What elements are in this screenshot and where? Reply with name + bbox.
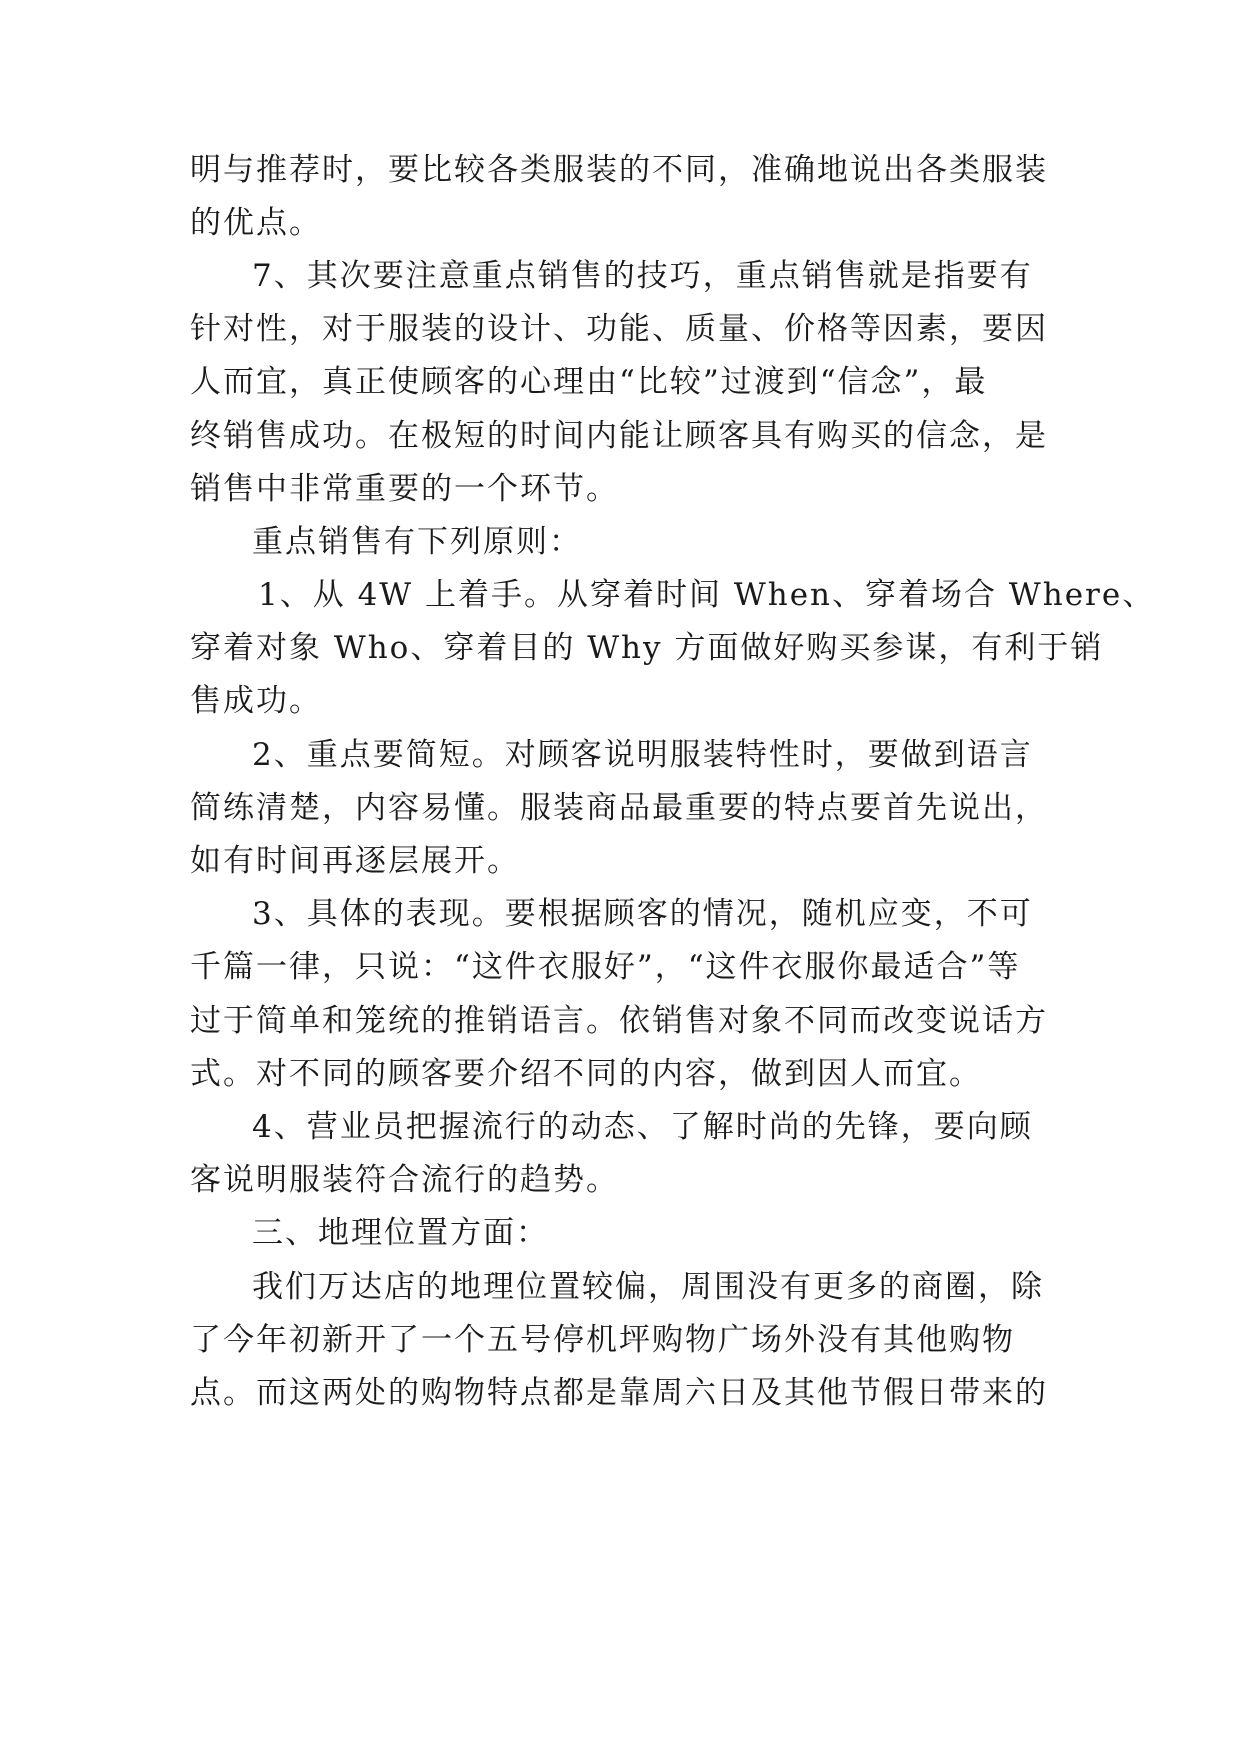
text-line: 了今年初新开了一个五号停机坪购物广场外没有其他购物 [190, 1322, 1015, 1358]
text-line: 客说明服装符合流行的趋势。 [190, 1162, 619, 1198]
text-line: 3、具体的表现。要根据顾客的情况，随机应变，不可 [252, 896, 1033, 932]
text-line: 针对性，对于服装的设计、功能、质量、价格等因素，要因 [190, 311, 1048, 347]
text-line: 千篇一律，只说：“这件衣服好”，“这件衣服你最适合”等 [190, 949, 1021, 985]
text-line: 销售中非常重要的一个环节。 [190, 471, 619, 507]
text-line: 点。而这两处的购物特点都是靠周六日及其他节假日带来的 [190, 1375, 1048, 1411]
text-line: 简练清楚，内容易懂。服装商品最重要的特点要首先说出， [190, 790, 1048, 826]
text-line: 我们万达店的地理位置较偏，周围没有更多的商圈，除 [252, 1269, 1044, 1305]
text-line: 人而宜，真正使顾客的心理由“比较”过渡到“信念”，最 [190, 364, 988, 400]
text-line: 终销售成功。在极短的时间内能让顾客具有购买的信念，是 [190, 418, 1048, 454]
text-line: 式。对不同的顾客要介绍不同的内容，做到因人而宜。 [190, 1056, 982, 1092]
text-line: 的优点。 [190, 205, 322, 241]
text-line: 如有时间再逐层展开。 [190, 843, 520, 879]
text-line: 明与推荐时，要比较各类服装的不同，准确地说出各类服装 [190, 152, 1048, 188]
section-heading: 三、地理位置方面： [252, 1215, 549, 1251]
text-line: 重点销售有下列原则： [252, 524, 582, 560]
text-line: 7、其次要注意重点销售的技巧，重点销售就是指要有 [252, 258, 1033, 294]
text-line: 1、从 4W 上着手。从穿着时间 When、穿着场合 Where、 [258, 577, 1156, 613]
text-line: 穿着对象 Who、穿着目的 Why 方面做好购买参谋，有利于销 [190, 630, 1104, 666]
text-line: 2、重点要简短。对顾客说明服装特性时，要做到语言 [252, 737, 1033, 773]
text-line: 过于简单和笼统的推销语言。依销售对象不同而改变说话方 [190, 1003, 1048, 1039]
text-line: 4、营业员把握流行的动态、了解时尚的先锋，要向顾 [252, 1109, 1033, 1145]
text-line: 售成功。 [190, 683, 322, 719]
